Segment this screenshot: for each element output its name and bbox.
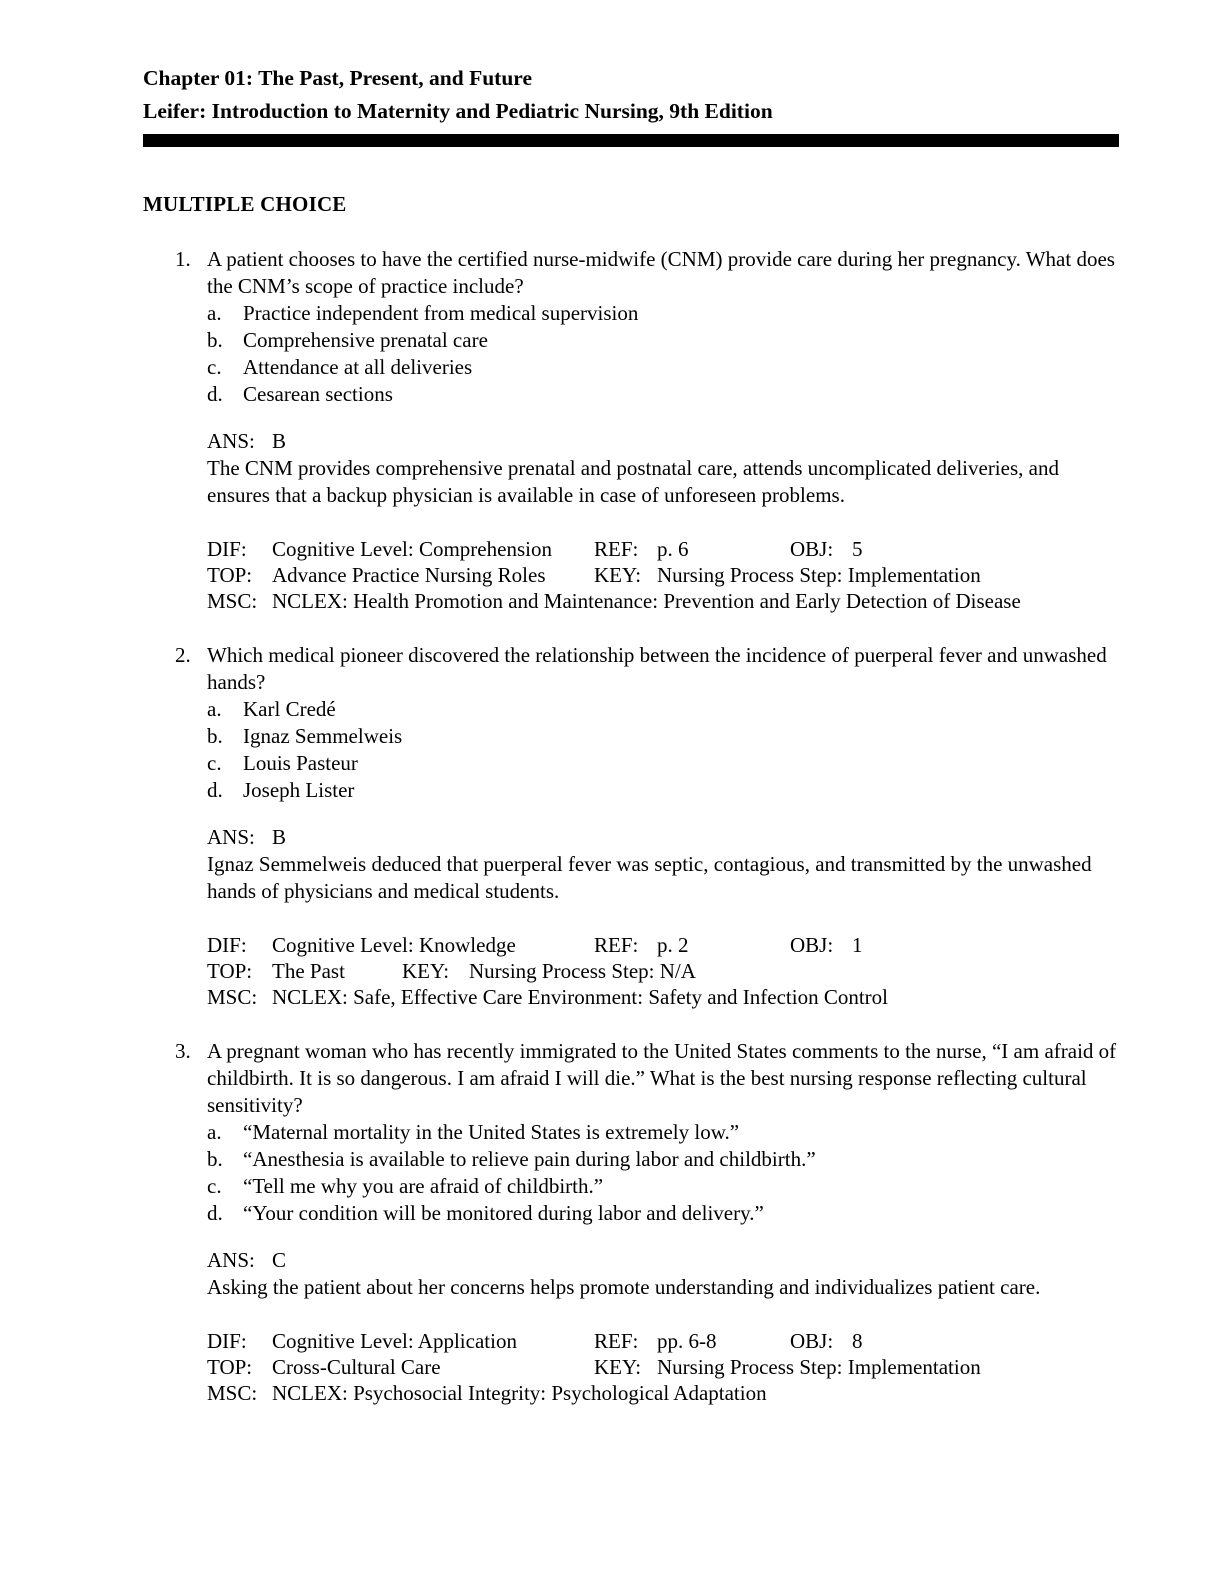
key-label: KEY:	[594, 563, 642, 587]
question-number: 2.	[175, 643, 191, 667]
book-title: Leifer: Introduction to Maternity and Pediatric Nursing, 9th Edition	[143, 99, 773, 123]
meta-row-dif	[207, 932, 1119, 958]
meta-block	[143, 536, 1119, 614]
obj-label: OBJ:	[790, 1329, 834, 1353]
option-letter: d.	[207, 382, 223, 406]
option-text: Louis Pasteur	[243, 751, 358, 775]
obj-value: 5	[852, 537, 863, 561]
option-row	[207, 1173, 1119, 1200]
option-letter: d.	[207, 778, 223, 802]
ref-label: REF:	[594, 1329, 639, 1353]
option-letter: b.	[207, 724, 223, 748]
option-row	[207, 696, 1119, 723]
document-header	[143, 62, 1119, 128]
answer-block	[143, 824, 1119, 905]
section-heading: MULTIPLE CHOICE	[143, 192, 347, 216]
answer-label: ANS:	[207, 825, 255, 849]
option-letter: a.	[207, 697, 222, 721]
ref-value: pp. 6-8	[657, 1329, 717, 1353]
key-value: Nursing Process Step: Implementation	[657, 1355, 981, 1379]
meta-row-top	[207, 562, 1119, 588]
msc-label: MSC:	[207, 1381, 258, 1405]
meta-row-top	[207, 958, 1119, 984]
dif-label: DIF:	[207, 1329, 247, 1353]
option-row	[207, 300, 1119, 327]
obj-label: OBJ:	[790, 933, 834, 957]
option-text: Karl Credé	[243, 697, 336, 721]
top-value: Cross-Cultural Care	[272, 1355, 441, 1379]
ref-value: p. 2	[657, 933, 689, 957]
option-text: “Maternal mortality in the United States is extremely low.”	[243, 1120, 740, 1144]
question-block-2	[143, 642, 1119, 1010]
meta-block	[143, 1328, 1119, 1406]
ref-label: REF:	[594, 933, 639, 957]
top-label: TOP:	[207, 959, 253, 983]
msc-value: NCLEX: Safe, Effective Care Environment: Safety and Infection Control	[272, 985, 889, 1009]
key-value: Nursing Process Step: N/A	[469, 959, 696, 983]
dif-value: Cognitive Level: Application	[272, 1329, 517, 1353]
option-text: Practice independent from medical supervision	[243, 301, 639, 325]
question-stem	[143, 1038, 1119, 1119]
top-label: TOP:	[207, 563, 253, 587]
header-divider-bar	[143, 134, 1119, 147]
msc-label: MSC:	[207, 985, 258, 1009]
option-letter: c.	[207, 1174, 222, 1198]
top-label: TOP:	[207, 1355, 253, 1379]
key-value: Nursing Process Step: Implementation	[657, 563, 981, 587]
question-text: A pregnant woman who has recently immigrated to the United States comments to the nurse, “I am afraid of childbirth. It is so dangerous. I am afraid I will die.” What is the best nursing response reflecting cultural sensitivity?	[207, 1039, 1117, 1117]
option-text: Joseph Lister	[243, 778, 355, 802]
option-text: “Anesthesia is available to relieve pain during labor and childbirth.”	[243, 1147, 816, 1171]
msc-value: NCLEX: Psychosocial Integrity: Psychological Adaptation	[272, 1381, 767, 1405]
answer-row	[207, 428, 1119, 455]
option-row	[207, 1146, 1119, 1173]
obj-value: 1	[852, 933, 863, 957]
question-number: 1.	[175, 247, 191, 271]
meta-block	[143, 932, 1119, 1010]
option-row	[207, 354, 1119, 381]
option-letter: a.	[207, 301, 222, 325]
ref-label: REF:	[594, 537, 639, 561]
answer-label: ANS:	[207, 1248, 255, 1272]
obj-label: OBJ:	[790, 537, 834, 561]
option-text: “Tell me why you are afraid of childbirth.”	[243, 1174, 604, 1198]
question-number: 3.	[175, 1039, 191, 1063]
key-label: KEY:	[402, 959, 450, 983]
question-text: Which medical pioneer discovered the relationship between the incidence of puerperal fever and unwashed hands?	[207, 643, 1107, 694]
meta-row-msc	[207, 1380, 1119, 1406]
answer-value: B	[272, 429, 287, 453]
page-content	[143, 62, 1119, 1406]
msc-label: MSC:	[207, 589, 258, 613]
dif-value: Cognitive Level: Comprehension	[272, 537, 552, 561]
option-letter: b.	[207, 328, 223, 352]
key-label: KEY:	[594, 1355, 642, 1379]
msc-value: NCLEX: Health Promotion and Maintenance: Prevention and Early Detection of Disease	[272, 589, 1021, 613]
top-value: The Past	[272, 959, 345, 983]
option-letter: a.	[207, 1120, 222, 1144]
option-row	[207, 327, 1119, 354]
obj-value: 8	[852, 1329, 863, 1353]
option-text: Attendance at all deliveries	[243, 355, 473, 379]
ref-value: p. 6	[657, 537, 689, 561]
question-block-3	[143, 1038, 1119, 1406]
option-letter: c.	[207, 355, 222, 379]
dif-label: DIF:	[207, 933, 247, 957]
answer-block	[143, 1247, 1119, 1301]
option-text: Comprehensive prenatal care	[243, 328, 488, 352]
option-text: “Your condition will be monitored during labor and delivery.”	[243, 1201, 764, 1225]
answer-value: C	[272, 1248, 287, 1272]
meta-row-dif	[207, 1328, 1119, 1354]
option-text: Cesarean sections	[243, 382, 393, 406]
rationale-text: The CNM provides comprehensive prenatal and postnatal care, attends uncomplicated deliveries, and ensures that a backup physician is available in case of unforeseen problems.	[207, 456, 1059, 507]
answer-row	[207, 1247, 1119, 1274]
answer-row	[207, 824, 1119, 851]
option-row	[207, 381, 1119, 408]
question-stem	[143, 246, 1119, 300]
question-stem	[143, 642, 1119, 696]
rationale-text: Asking the patient about her concerns helps promote understanding and individualizes patient care.	[207, 1275, 1041, 1299]
option-text: Ignaz Semmelweis	[243, 724, 403, 748]
meta-row-top	[207, 1354, 1119, 1380]
option-row	[207, 750, 1119, 777]
option-letter: b.	[207, 1147, 223, 1171]
question-text: A patient chooses to have the certified nurse-midwife (CNM) provide care during her pregnancy. What does the CNM’s scope of practice include?	[207, 247, 1115, 298]
option-row	[207, 1119, 1119, 1146]
meta-row-msc	[207, 588, 1119, 614]
option-row	[207, 777, 1119, 804]
option-letter: d.	[207, 1201, 223, 1225]
dif-label: DIF:	[207, 537, 247, 561]
dif-value: Cognitive Level: Knowledge	[272, 933, 516, 957]
meta-row-dif	[207, 536, 1119, 562]
option-row	[207, 723, 1119, 750]
answer-block	[143, 428, 1119, 509]
meta-row-msc	[207, 984, 1119, 1010]
option-letter: c.	[207, 751, 222, 775]
answer-value: B	[272, 825, 287, 849]
question-block-1	[143, 246, 1119, 614]
top-value: Advance Practice Nursing Roles	[272, 563, 546, 587]
answer-label: ANS:	[207, 429, 255, 453]
rationale-text: Ignaz Semmelweis deduced that puerperal fever was septic, contagious, and transmitted by the unwashed hands of physicians and medical students.	[207, 852, 1092, 903]
option-row	[207, 1200, 1119, 1227]
chapter-title: Chapter 01: The Past, Present, and Future	[143, 66, 532, 90]
